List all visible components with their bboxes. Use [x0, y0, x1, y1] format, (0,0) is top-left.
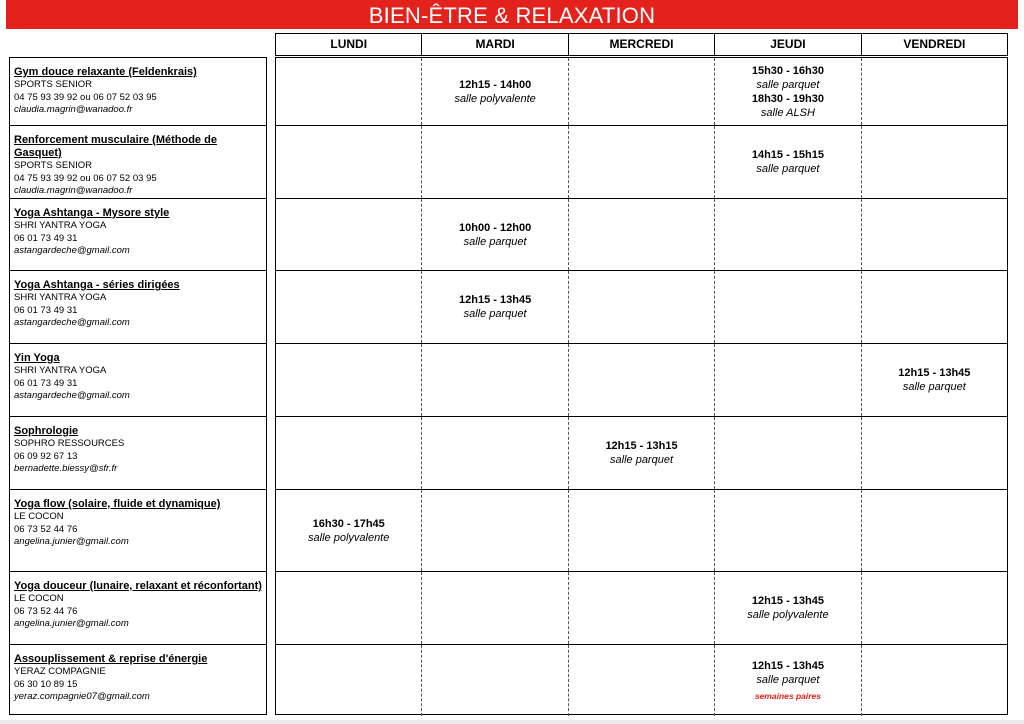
slot-room: salle parquet	[756, 673, 820, 686]
activity-cell	[10, 644, 266, 716]
schedule-cell	[714, 344, 860, 416]
slot-room: salle polyvalente	[454, 92, 536, 105]
activity-email[interactable]: yeraz.compagnie07@gmail.com	[14, 691, 150, 702]
schedule-cell	[276, 344, 421, 416]
activity-phone: 06 73 52 44 76	[14, 523, 78, 535]
page-bottom-divider	[0, 720, 1024, 724]
activity-email[interactable]: angelina.junier@gmail.com	[14, 618, 129, 629]
slot-time: 12h15 - 13h45	[751, 659, 824, 672]
slot-room: salle parquet	[610, 454, 674, 466]
day-header: MERCREDI	[568, 34, 714, 55]
activity-phone: 06 01 73 49 31	[14, 377, 78, 389]
activity-organization: SHRI YANTRA YOGA	[14, 220, 107, 231]
activity-organization: SHRI YANTRA YOGA	[14, 292, 107, 303]
schedule-cell	[714, 645, 860, 716]
slot-room: salle ALSH	[760, 106, 815, 119]
activity-title: Assouplissement & reprise d'énergie	[14, 653, 208, 665]
day-header: JEUDI	[714, 34, 860, 55]
slot-time: 15h30 - 16h30	[751, 64, 824, 77]
activity-phone: 06 01 73 49 31	[14, 232, 78, 244]
schedule-cell	[421, 344, 567, 416]
activity-email[interactable]: bernadette.biessy@sfr.fr	[14, 463, 118, 474]
schedule-cell	[421, 58, 567, 125]
schedule-cell	[861, 58, 1007, 125]
schedule-cell	[421, 417, 567, 489]
schedule-cell	[861, 490, 1007, 571]
slot-time: 12h15 - 13h15	[605, 440, 678, 452]
schedule-cell	[714, 199, 860, 270]
activity-phone: 06 01 73 49 31	[14, 304, 78, 316]
schedule-cell	[421, 490, 567, 571]
activity-phone: 06 73 52 44 76	[14, 605, 78, 617]
schedule-cell	[421, 126, 567, 198]
schedule-cell	[276, 126, 421, 198]
slot-room: salle parquet	[463, 308, 527, 320]
activity-cell	[10, 58, 266, 125]
schedule-cell	[568, 199, 714, 270]
activity-phone: 04 75 93 39 92 ou 06 07 52 03 95	[14, 91, 157, 103]
activity-phone: 04 75 93 39 92 ou 06 07 52 03 95	[14, 172, 157, 184]
activity-title: Yoga flow (solaire, fluide et dynamique)	[14, 498, 221, 510]
schedule-row	[276, 270, 1007, 343]
schedule-cell	[276, 490, 421, 571]
slot-room: salle polyvalente	[308, 531, 390, 544]
activity-title: Yoga douceur (lunaire, relaxant et réconfortant)	[14, 580, 262, 592]
slot-time: 12h15 - 14h00	[459, 78, 532, 91]
day-header: LUNDI	[330, 37, 368, 51]
schedule-cell	[276, 572, 421, 644]
schedule-cell	[861, 271, 1007, 343]
schedule-cell	[714, 490, 860, 571]
slot-time: 16h30 - 17h45	[312, 517, 385, 530]
schedule-cell	[568, 344, 714, 416]
activity-organization: SHRI YANTRA YOGA	[14, 365, 107, 376]
activity-organization: LE COCON	[14, 593, 64, 604]
schedule-cell	[714, 417, 860, 489]
activity-title: Gym douce relaxante (Feldenkrais)	[14, 66, 197, 78]
schedule-cell	[568, 572, 714, 644]
schedule-cell	[276, 58, 421, 125]
schedule-cell	[861, 199, 1007, 270]
slot-time: 18h30 - 19h30	[751, 92, 824, 105]
schedule-cell	[568, 58, 714, 125]
activity-cell	[10, 416, 266, 489]
schedule-cell	[421, 271, 567, 343]
activity-cell	[10, 343, 266, 416]
schedule-cell	[421, 199, 567, 270]
schedule-cell	[861, 645, 1007, 716]
activity-cell	[10, 198, 266, 270]
slot-time: 10h00 - 12h00	[459, 221, 532, 234]
page-title: BIEN-ÊTRE & RELAXATION	[6, 0, 1018, 29]
activity-title: Yoga Ashtanga - séries dirigées	[14, 279, 180, 291]
schedule-cell	[861, 417, 1007, 489]
schedule-row	[276, 343, 1007, 416]
schedule-cell	[861, 344, 1007, 416]
activity-organization: SOPHRO RESSOURCES	[14, 438, 125, 449]
schedule-row	[276, 125, 1007, 198]
slot-time: 14h15 - 15h15	[751, 149, 824, 161]
slot-room: salle polyvalente	[747, 609, 829, 621]
schedule-cell	[568, 271, 714, 343]
activity-phone: 06 30 10 89 15	[14, 678, 78, 690]
activity-cell	[10, 125, 266, 198]
slot-note: semaines paires	[754, 690, 821, 701]
activity-organization: SPORTS SENIOR	[14, 79, 92, 90]
schedule-cell	[714, 271, 860, 343]
day-header: VENDREDI	[861, 34, 1007, 55]
day-header: MARDI	[421, 34, 567, 55]
slot-room: salle parquet	[463, 235, 527, 248]
activity-email[interactable]: claudia.magrin@wanadoo.fr	[14, 185, 133, 196]
slot-room: salle parquet	[902, 381, 966, 393]
activity-organization: YERAZ COMPAGNIE	[14, 666, 106, 677]
activity-title: Yin Yoga	[14, 352, 60, 364]
slot-room: salle parquet	[756, 163, 820, 175]
activity-email[interactable]: astangardeche@gmail.com	[14, 317, 130, 328]
slot-time: 12h15 - 13h45	[898, 367, 971, 379]
schedule-row	[276, 58, 1007, 125]
activity-list	[9, 57, 267, 715]
activity-title: Sophrologie	[14, 425, 79, 437]
slot-room: salle parquet	[756, 78, 820, 91]
schedule-cell	[861, 126, 1007, 198]
schedule-cell	[714, 58, 860, 125]
schedule-cell	[276, 199, 421, 270]
day-header-row	[275, 33, 1008, 56]
activity-phone: 06 09 92 67 13	[14, 450, 78, 462]
schedule-row	[276, 198, 1007, 270]
schedule-row	[276, 416, 1007, 489]
activity-cell	[10, 489, 266, 571]
schedule-cell	[861, 572, 1007, 644]
schedule-cell	[276, 417, 421, 489]
activity-cell	[10, 270, 266, 343]
activity-email[interactable]: claudia.magrin@wanadoo.fr	[14, 104, 133, 115]
schedule-cell	[276, 271, 421, 343]
schedule-row	[276, 571, 1007, 644]
schedule-cell	[714, 572, 860, 644]
schedule-cell	[276, 645, 421, 716]
activity-email[interactable]: angelina.junier@gmail.com	[14, 536, 129, 547]
schedule-row	[276, 489, 1007, 571]
schedule-cell	[421, 572, 567, 644]
schedule-cell	[568, 645, 714, 716]
slot-time: 12h15 - 13h45	[459, 294, 532, 306]
activity-email[interactable]: astangardeche@gmail.com	[14, 390, 130, 401]
schedule-cell	[568, 417, 714, 489]
activity-title: Renforcement musculaire (Méthode de Gasquet)	[14, 134, 217, 159]
activity-title: Yoga Ashtanga - Mysore style	[14, 207, 170, 219]
schedule-grid	[275, 57, 1008, 715]
activity-organization: LE COCON	[14, 511, 64, 522]
activity-cell	[10, 571, 266, 644]
schedule-cell	[568, 126, 714, 198]
schedule-cell	[421, 645, 567, 716]
schedule-row	[276, 644, 1007, 716]
slot-time: 12h15 - 13h45	[751, 595, 824, 607]
schedule-cell	[568, 490, 714, 571]
activity-email[interactable]: astangardeche@gmail.com	[14, 245, 130, 256]
activity-organization: SPORTS SENIOR	[14, 160, 92, 171]
schedule-cell	[714, 126, 860, 198]
